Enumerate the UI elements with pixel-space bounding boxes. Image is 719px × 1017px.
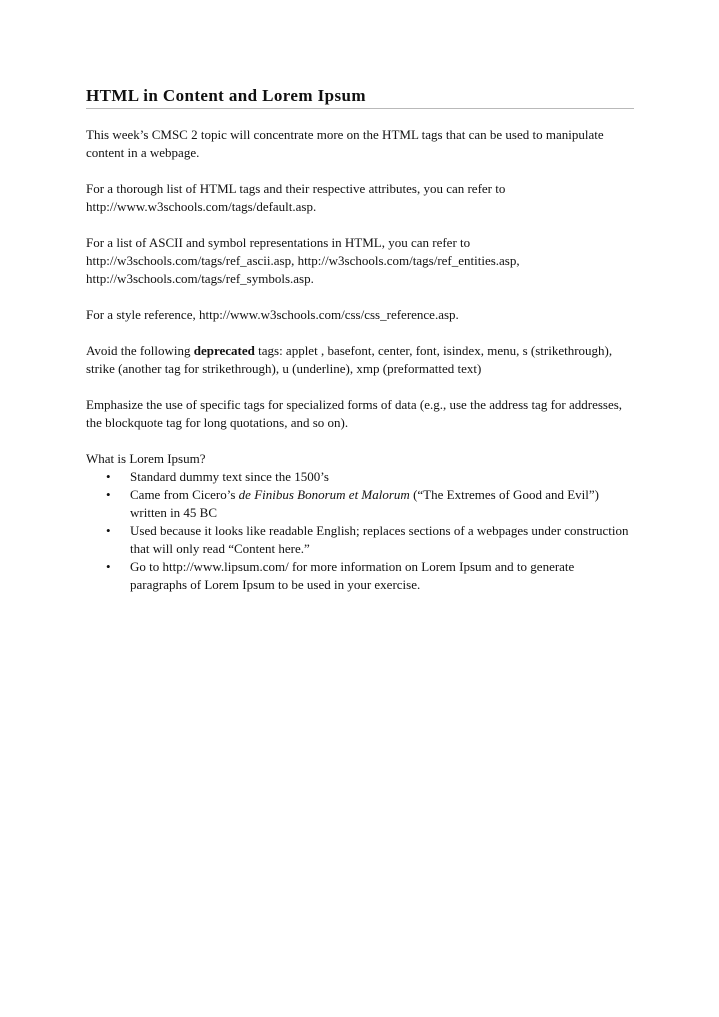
list-item-text: Go to http://www.lipsum.com/ for more information on Lorem Ipsum and to generate paragraphs of Lorem Ipsum to be used in your exercise. bbox=[130, 559, 575, 592]
list-item-text: Standard dummy text since the 1500’s bbox=[130, 469, 329, 484]
intro-paragraph: This week’s CMSC 2 topic will concentrate more on the HTML tags that can be used to manipulate content in a webpage. bbox=[86, 127, 604, 160]
ascii-reference-paragraph bbox=[86, 234, 634, 288]
deprecated-tags-paragraph bbox=[86, 342, 634, 378]
list-item bbox=[106, 468, 634, 486]
deprecated-intro: Avoid the following bbox=[86, 343, 194, 358]
list-item-text-pre: Came from Cicero’s bbox=[130, 487, 239, 502]
list-item-text: Used because it looks like readable English; replaces sections of a webpages under construction that will only read “Content here.” bbox=[130, 523, 629, 556]
style-reference-paragraph: For a style reference, http://www.w3schools.com/css/css_reference.asp. bbox=[86, 307, 459, 322]
list-item bbox=[106, 486, 634, 522]
deprecated-keyword: deprecated bbox=[193, 343, 255, 358]
lorem-ipsum-list bbox=[86, 468, 634, 594]
ascii-reference-text: For a list of ASCII and symbol representations in HTML, you can refer to bbox=[86, 235, 471, 250]
document-page bbox=[86, 86, 634, 594]
tags-reference-link: http://www.w3schools.com/tags/default.asp. bbox=[86, 199, 317, 214]
list-item-text-post: (“The Extremes of Good and Evil”) written in 45 BC bbox=[130, 487, 599, 520]
ascii-reference-links: http://w3schools.com/tags/ref_ascii.asp, http://w3schools.com/tags/ref_entities.asp, bbox=[86, 253, 520, 268]
list-item bbox=[106, 522, 634, 558]
list-item bbox=[106, 558, 634, 594]
book-title: de Finibus Bonorum et Malorum bbox=[238, 487, 410, 502]
tags-reference-paragraph bbox=[86, 180, 634, 216]
document-title: HTML in Content and Lorem Ipsum bbox=[86, 86, 634, 109]
specialized-tags-paragraph: Emphasize the use of specific tags for specialized forms of data (e.g., use the address tag for addresses, the blockquote tag for long quotations, and so on). bbox=[86, 397, 623, 430]
bullet-icon: • bbox=[106, 469, 111, 484]
bullet-icon: • bbox=[106, 487, 111, 502]
bullet-icon: • bbox=[106, 559, 111, 574]
lorem-ipsum-question: What is Lorem Ipsum? bbox=[86, 451, 206, 466]
bullet-icon: • bbox=[106, 523, 111, 538]
tags-reference-text: For a thorough list of HTML tags and their respective attributes, you can refer to bbox=[86, 181, 506, 196]
deprecated-list: tags: applet , basefont, center, font, isindex, menu, s (strikethrough), strike (another tag for strikethrough), u (underline), xmp (preformatted text) bbox=[86, 343, 613, 376]
symbols-reference-link: http://w3schools.com/tags/ref_symbols.asp. bbox=[86, 271, 314, 286]
